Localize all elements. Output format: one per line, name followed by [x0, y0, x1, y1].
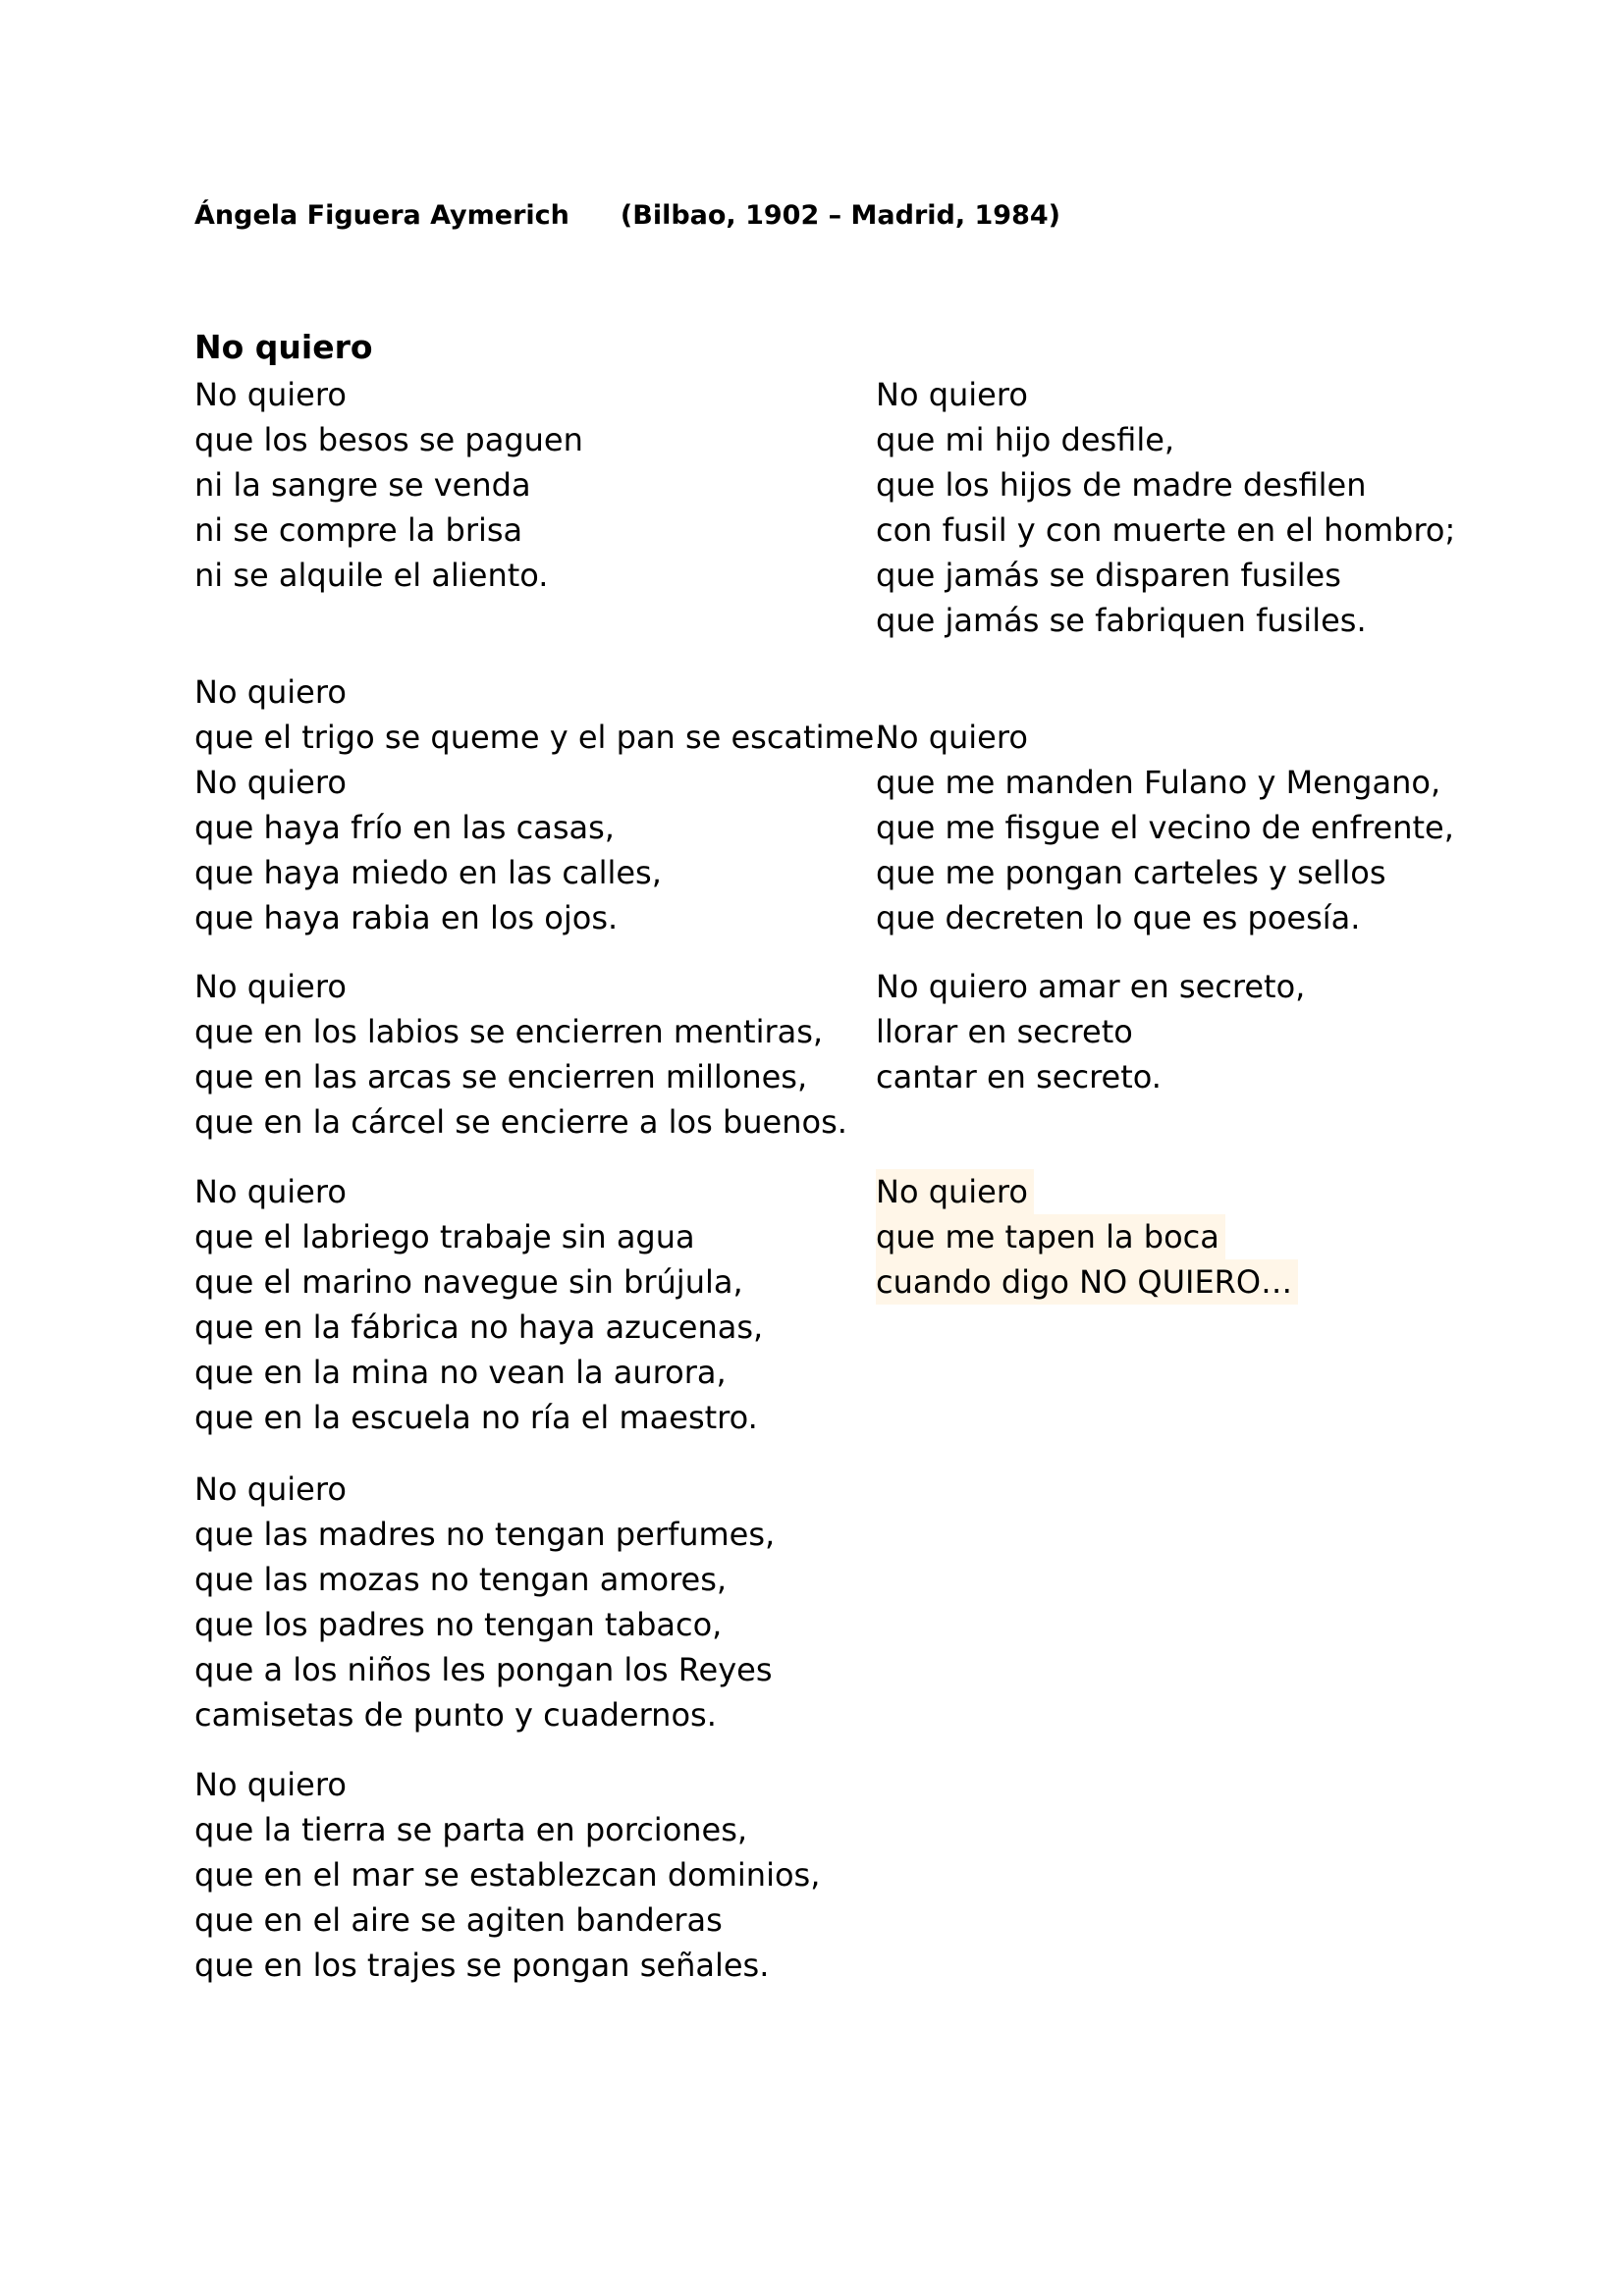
poem-line: No quiero amar en secreto,	[876, 968, 1306, 1005]
poem-line: que las mozas no tengan amores,	[194, 1561, 728, 1598]
poem-line: que en la fábrica no haya azucenas,	[194, 1308, 764, 1346]
poem-line: llorar en secreto	[876, 1013, 1133, 1050]
stanza	[194, 1762, 820, 1988]
poem-line: que el labriego trabaje sin agua	[194, 1218, 695, 1255]
poem-title: No quiero	[194, 328, 373, 366]
poem-line: que me pongan carteles y sellos	[876, 854, 1386, 891]
poem-line: que en la mina no vean la aurora,	[194, 1354, 727, 1391]
poem-line: que el trigo se queme y el pan se escatime.	[194, 719, 885, 756]
poem-line: con fusil y con muerte en el hombro;	[876, 511, 1456, 549]
poem-line: No quiero	[194, 968, 347, 1005]
poem-line: que jamás se disparen fusiles	[876, 557, 1341, 594]
poem-line: ni la sangre se venda	[194, 466, 531, 504]
poem-line: camisetas de punto y cuadernos.	[194, 1696, 717, 1734]
author-name: Ángela Figuera Aymerich	[194, 200, 569, 231]
stanza	[876, 964, 1305, 1099]
stanza	[194, 964, 847, 1145]
poem-line: que las madres no tengan perfumes,	[194, 1516, 776, 1553]
poem-line: que haya frío en las casas,	[194, 809, 615, 846]
author-dates: (Bilbao, 1902 – Madrid, 1984)	[620, 200, 1060, 231]
poem-line: que haya miedo en las calles,	[194, 854, 662, 891]
poem-line: que haya rabia en los ojos.	[194, 899, 619, 936]
stanza	[876, 715, 1454, 940]
poem-line: que en el aire se agiten banderas	[194, 1901, 723, 1939]
poem-line: No quiero	[194, 376, 347, 413]
poem-line: ni se compre la brisa	[194, 511, 523, 549]
poem-line: que en los trajes se pongan señales.	[194, 1947, 770, 1984]
poem-line: que mi hijo desfile,	[876, 421, 1175, 458]
poem-line: No quiero	[194, 1173, 347, 1210]
poem-line: que en el mar se establezcan dominios,	[194, 1856, 821, 1894]
poem-line: No quiero	[876, 1169, 1034, 1214]
poem-line: que los besos se paguen	[194, 421, 583, 458]
stanza	[194, 1169, 763, 1440]
poem-line: No quiero	[876, 376, 1028, 413]
poem-line: que decreten lo que es poesía.	[876, 899, 1361, 936]
poem-line: que los hijos de madre desfilen	[876, 466, 1367, 504]
stanza	[194, 669, 885, 940]
poem-line: cuando digo NO QUIERO…	[876, 1259, 1298, 1305]
document-header	[194, 196, 1060, 236]
poem-line: que en las arcas se encierren millones,	[194, 1058, 808, 1095]
poem-line: que me fisgue el vecino de enfrente,	[876, 809, 1454, 846]
poem-line: que jamás se fabriquen fusiles.	[876, 602, 1367, 639]
poem-line: No quiero	[194, 673, 347, 711]
poem-line: No quiero	[876, 719, 1028, 756]
poem-line: que me tapen la boca	[876, 1214, 1225, 1259]
poem-line: que en la cárcel se encierre a los buenos.	[194, 1103, 847, 1141]
stanza	[194, 372, 583, 598]
stanza	[194, 1467, 775, 1737]
poem-line: No quiero	[194, 764, 347, 801]
poem-line: ni se alquile el aliento.	[194, 557, 549, 594]
poem-line: que me manden Fulano y Mengano,	[876, 764, 1441, 801]
poem-line: que el marino navegue sin brújula,	[194, 1263, 743, 1301]
poem-line: que la tierra se parta en porciones,	[194, 1811, 748, 1848]
stanza	[876, 1169, 1298, 1305]
poem-line: No quiero	[194, 1470, 347, 1508]
poem-line: No quiero	[194, 1766, 347, 1803]
poem-line: que en los labios se encierren mentiras,	[194, 1013, 824, 1050]
poem-line: que a los niños les pongan los Reyes	[194, 1651, 773, 1688]
poem-line: cantar en secreto.	[876, 1058, 1162, 1095]
poem-line: que los padres no tengan tabaco,	[194, 1606, 723, 1643]
stanza	[876, 372, 1455, 643]
poem-line: que en la escuela no ría el maestro.	[194, 1399, 758, 1436]
